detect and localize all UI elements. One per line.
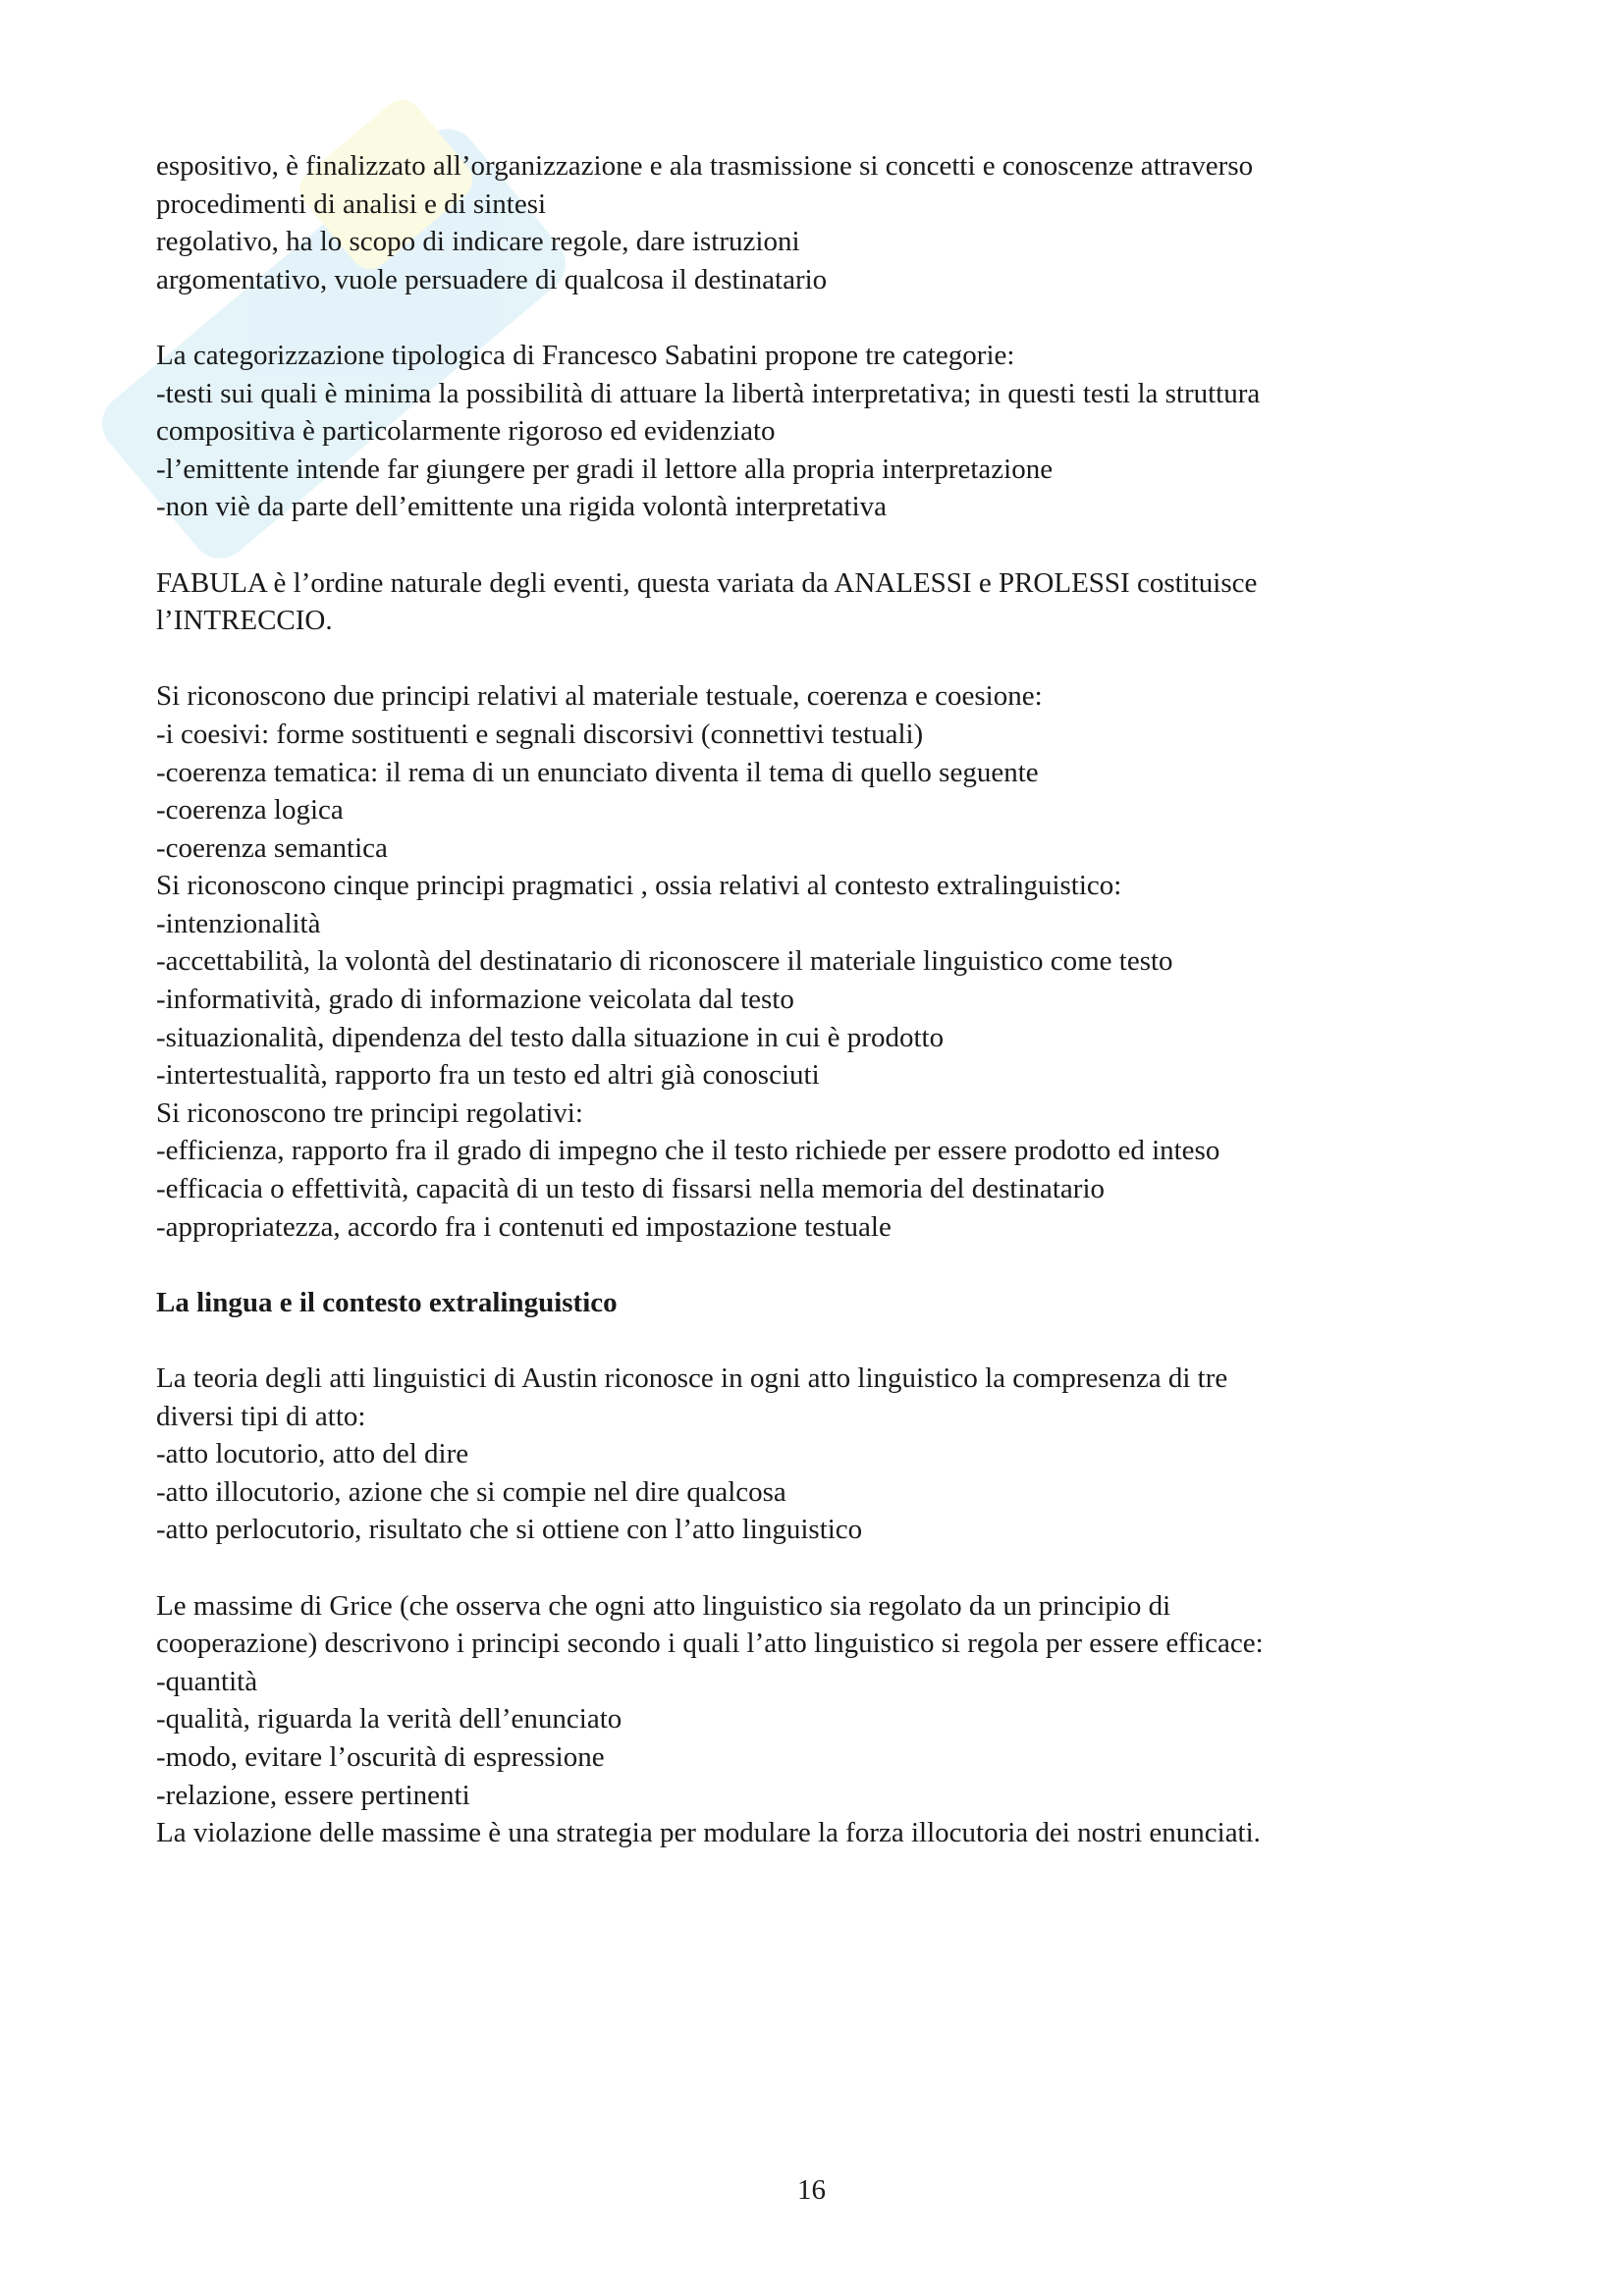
text-line: -coerenza semantica	[156, 831, 388, 864]
paragraph-gap	[156, 1246, 1472, 1284]
text-line: -appropriatezza, accordo fra i contenuti ed impostazione testuale	[156, 1210, 892, 1243]
text-line: -intenzionalità	[156, 907, 321, 939]
text-line: -l’emittente intende far giungere per gradi il lettore alla propria interpretazione	[156, 453, 1054, 485]
text-line: FABULA è l’ordine naturale degli eventi, questa variata da ANALESSI e PROLESSI costituisce	[156, 566, 1258, 599]
text-line: -efficacia o effettività, capacità di un testo di fissarsi nella memoria del destinatario	[156, 1173, 1106, 1205]
text-line: Si riconoscono due principi relativi al materiale testuale, coerenza e coesione:	[156, 680, 1043, 713]
text-line: -modo, evitare l’oscurità di espressione	[156, 1740, 605, 1773]
text-line: -testi sui quali è minima la possibilità di attuare la libertà interpretativa; in questi testi la struttura	[156, 377, 1261, 409]
text-line: regolativo, ha lo scopo di indicare regole, dare istruzioni	[156, 226, 800, 258]
text-line: -atto illocutorio, azione che si compie nel dire qualcosa	[156, 1475, 786, 1508]
section-heading: La lingua e il contesto extralinguistico	[156, 1286, 618, 1318]
text-line: -informatività, grado di informazione veicolata dal testo	[156, 984, 794, 1016]
paragraph-gap	[156, 1549, 1472, 1587]
paragraph-gap	[156, 640, 1472, 678]
document-body	[156, 147, 1472, 1852]
text-line: Si riconoscono tre principi regolativi:	[156, 1096, 583, 1129]
text-line: -efficienza, rapporto fra il grado di impegno che il testo richiede per essere prodotto ed inteso	[156, 1135, 1220, 1167]
text-line: La teoria degli atti linguistici di Austin riconosce in ogni atto linguistico la compresenza di tre	[156, 1362, 1228, 1394]
text-line: Si riconoscono cinque principi pragmatici , ossia relativi al contesto extralinguistico:	[156, 870, 1122, 902]
text-line: procedimenti di analisi e di sintesi	[156, 187, 547, 220]
paragraph-gap	[156, 298, 1472, 337]
page-number: 16	[797, 2174, 826, 2206]
text-line: -intertestualità, rapporto fra un testo ed altri già conosciuti	[156, 1059, 820, 1092]
paragraph-gap	[156, 1321, 1472, 1360]
text-line: -accettabilità, la volontà del destinatario di riconoscere il materiale linguistico come testo	[156, 945, 1173, 978]
text-line: l’INTRECCIO.	[156, 605, 333, 637]
text-line: cooperazione) descrivono i principi secondo i quali l’atto linguistico si regola per essere efficace:	[156, 1628, 1264, 1660]
text-line: diversi tipi di atto:	[156, 1400, 366, 1432]
text-line: -qualità, riguarda la verità dell’enunciato	[156, 1703, 622, 1735]
text-line: La violazione delle massime è una strategia per modulare la forza illocutoria dei nostri enunciati.	[156, 1817, 1261, 1849]
text-line: -situazionalità, dipendenza del testo dalla situazione in cui è prodotto	[156, 1021, 945, 1053]
text-line: -coerenza tematica: il rema di un enunciato diventa il tema di quello seguente	[156, 756, 1039, 788]
text-line: -relazione, essere pertinenti	[156, 1779, 470, 1811]
text-line: espositivo, è finalizzato all’organizzazione e ala trasmissione si concetti e conoscenze attraverso	[156, 150, 1254, 182]
text-line: -coerenza logica	[156, 794, 344, 827]
paragraph-gap	[156, 526, 1472, 564]
text-line: Le massime di Grice (che osserva che ogni atto linguistico sia regolato da un principio di	[156, 1589, 1171, 1622]
text-line: -atto perlocutorio, risultato che si ottiene con l’atto linguistico	[156, 1514, 863, 1546]
text-line: compositiva è particolarmente rigoroso ed evidenziato	[156, 415, 776, 448]
text-line: -i coesivi: forme sostituenti e segnali discorsivi (connettivi testuali)	[156, 718, 924, 750]
text-line: -quantità	[156, 1665, 258, 1697]
text-line: argomentativo, vuole persuadere di qualcosa il destinatario	[156, 263, 828, 295]
text-line: -non viè da parte dell’emittente una rigida volontà interpretativa	[156, 491, 888, 523]
text-line: -atto locutorio, atto del dire	[156, 1438, 469, 1470]
text-line: La categorizzazione tipologica di Francesco Sabatini propone tre categorie:	[156, 339, 1015, 371]
